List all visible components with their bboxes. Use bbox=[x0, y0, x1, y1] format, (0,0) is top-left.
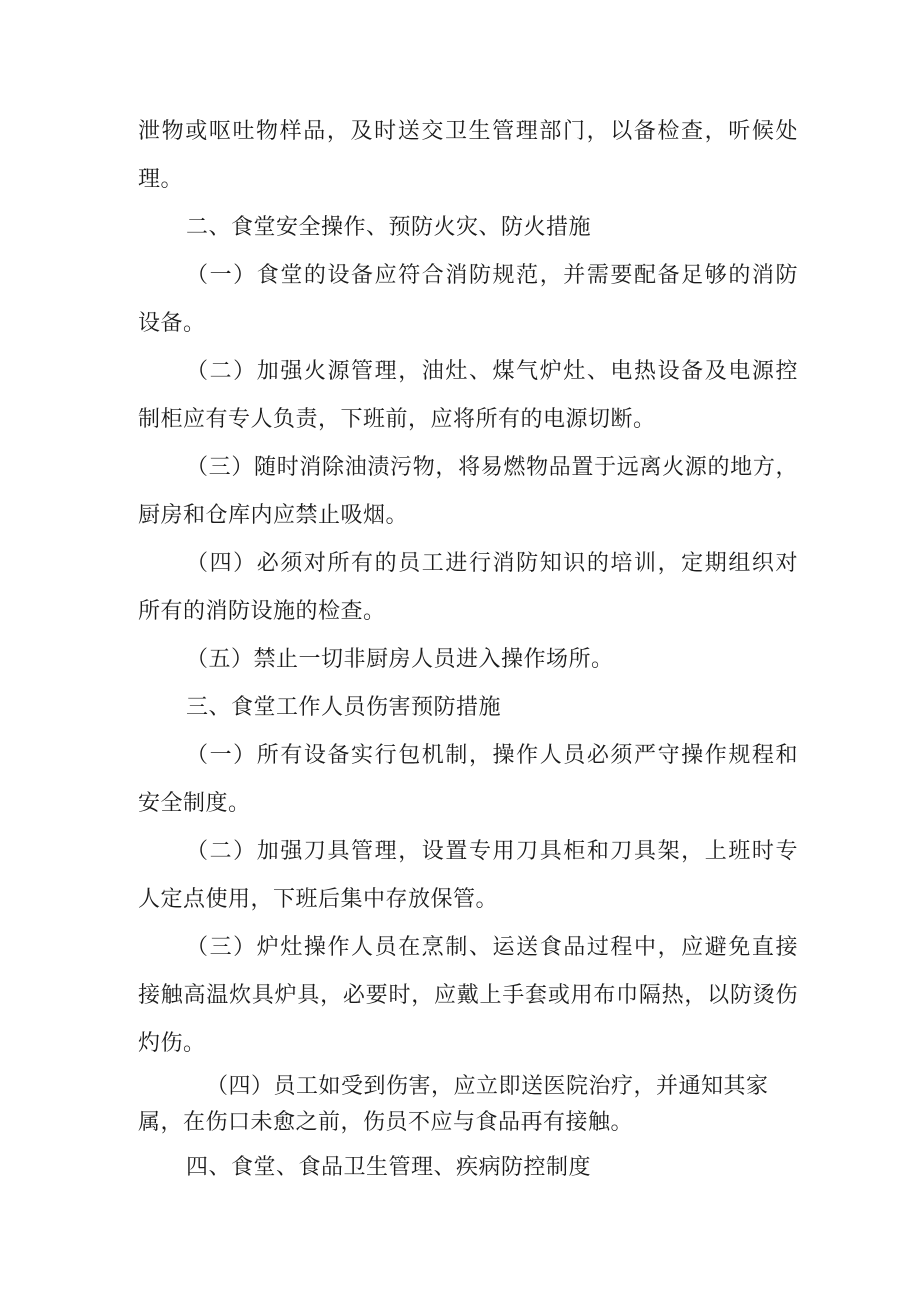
paragraph-line: （四）员工如受到伤害，应立即送医院治疗，并通知其家 bbox=[206, 1074, 769, 1099]
section-heading-4: 四、食堂、食品卫生管理、疾病防控制度 bbox=[186, 1155, 592, 1180]
paragraph-line: 理。 bbox=[138, 167, 184, 192]
paragraph-line: 灼伤。 bbox=[138, 1031, 206, 1056]
paragraph-line: 所有的消防设施的检查。 bbox=[138, 599, 386, 624]
paragraph-line: （一）所有设备实行包机制，操作人员必须严守操作规程和 bbox=[186, 743, 798, 768]
paragraph-line: 安全制度。 bbox=[138, 791, 251, 816]
paragraph-line: 设备。 bbox=[138, 311, 206, 336]
paragraph-line: 人定点使用，下班后集中存放保管。 bbox=[138, 887, 499, 912]
paragraph-line: 制柜应有专人负责，下班前，应将所有的电源切断。 bbox=[138, 407, 656, 432]
paragraph-line: （三）炉灶操作人员在烹制、运送食品过程中，应避免直接 bbox=[186, 935, 798, 960]
paragraph-line: （二）加强刀具管理，设置专用刀具柜和刀具架，上班时专 bbox=[186, 839, 798, 864]
paragraph-line: （五）禁止一切非厨房人员进入操作场所。 bbox=[186, 647, 614, 672]
paragraph-line: （三）随时消除油渍污物，将易燃物品置于远离火源的地方， bbox=[186, 455, 798, 480]
paragraph-line: 属，在伤口未愈之前，伤员不应与食品再有接触。 bbox=[138, 1110, 634, 1135]
section-heading-3: 三、食堂工作人员伤害预防措施 bbox=[186, 695, 502, 720]
paragraph-line: 厨房和仓库内应禁止吸烟。 bbox=[138, 503, 409, 528]
paragraph-line: （一）食堂的设备应符合消防规范，并需要配备足够的消防 bbox=[186, 263, 798, 288]
paragraph-line: 泄物或呕吐物样品，及时送交卫生管理部门，以备检查，听候处 bbox=[138, 119, 798, 144]
section-heading-2: 二、食堂安全操作、预防火灾、防火措施 bbox=[186, 215, 592, 240]
paragraph-line: 接触高温炊具炉具，必要时，应戴上手套或用布巾隔热，以防烫伤 bbox=[138, 983, 798, 1008]
paragraph-line: （二）加强火源管理，油灶、煤气炉灶、电热设备及电源控 bbox=[186, 359, 798, 384]
paragraph-line: （四）必须对所有的员工进行消防知识的培训，定期组织对 bbox=[186, 551, 798, 576]
